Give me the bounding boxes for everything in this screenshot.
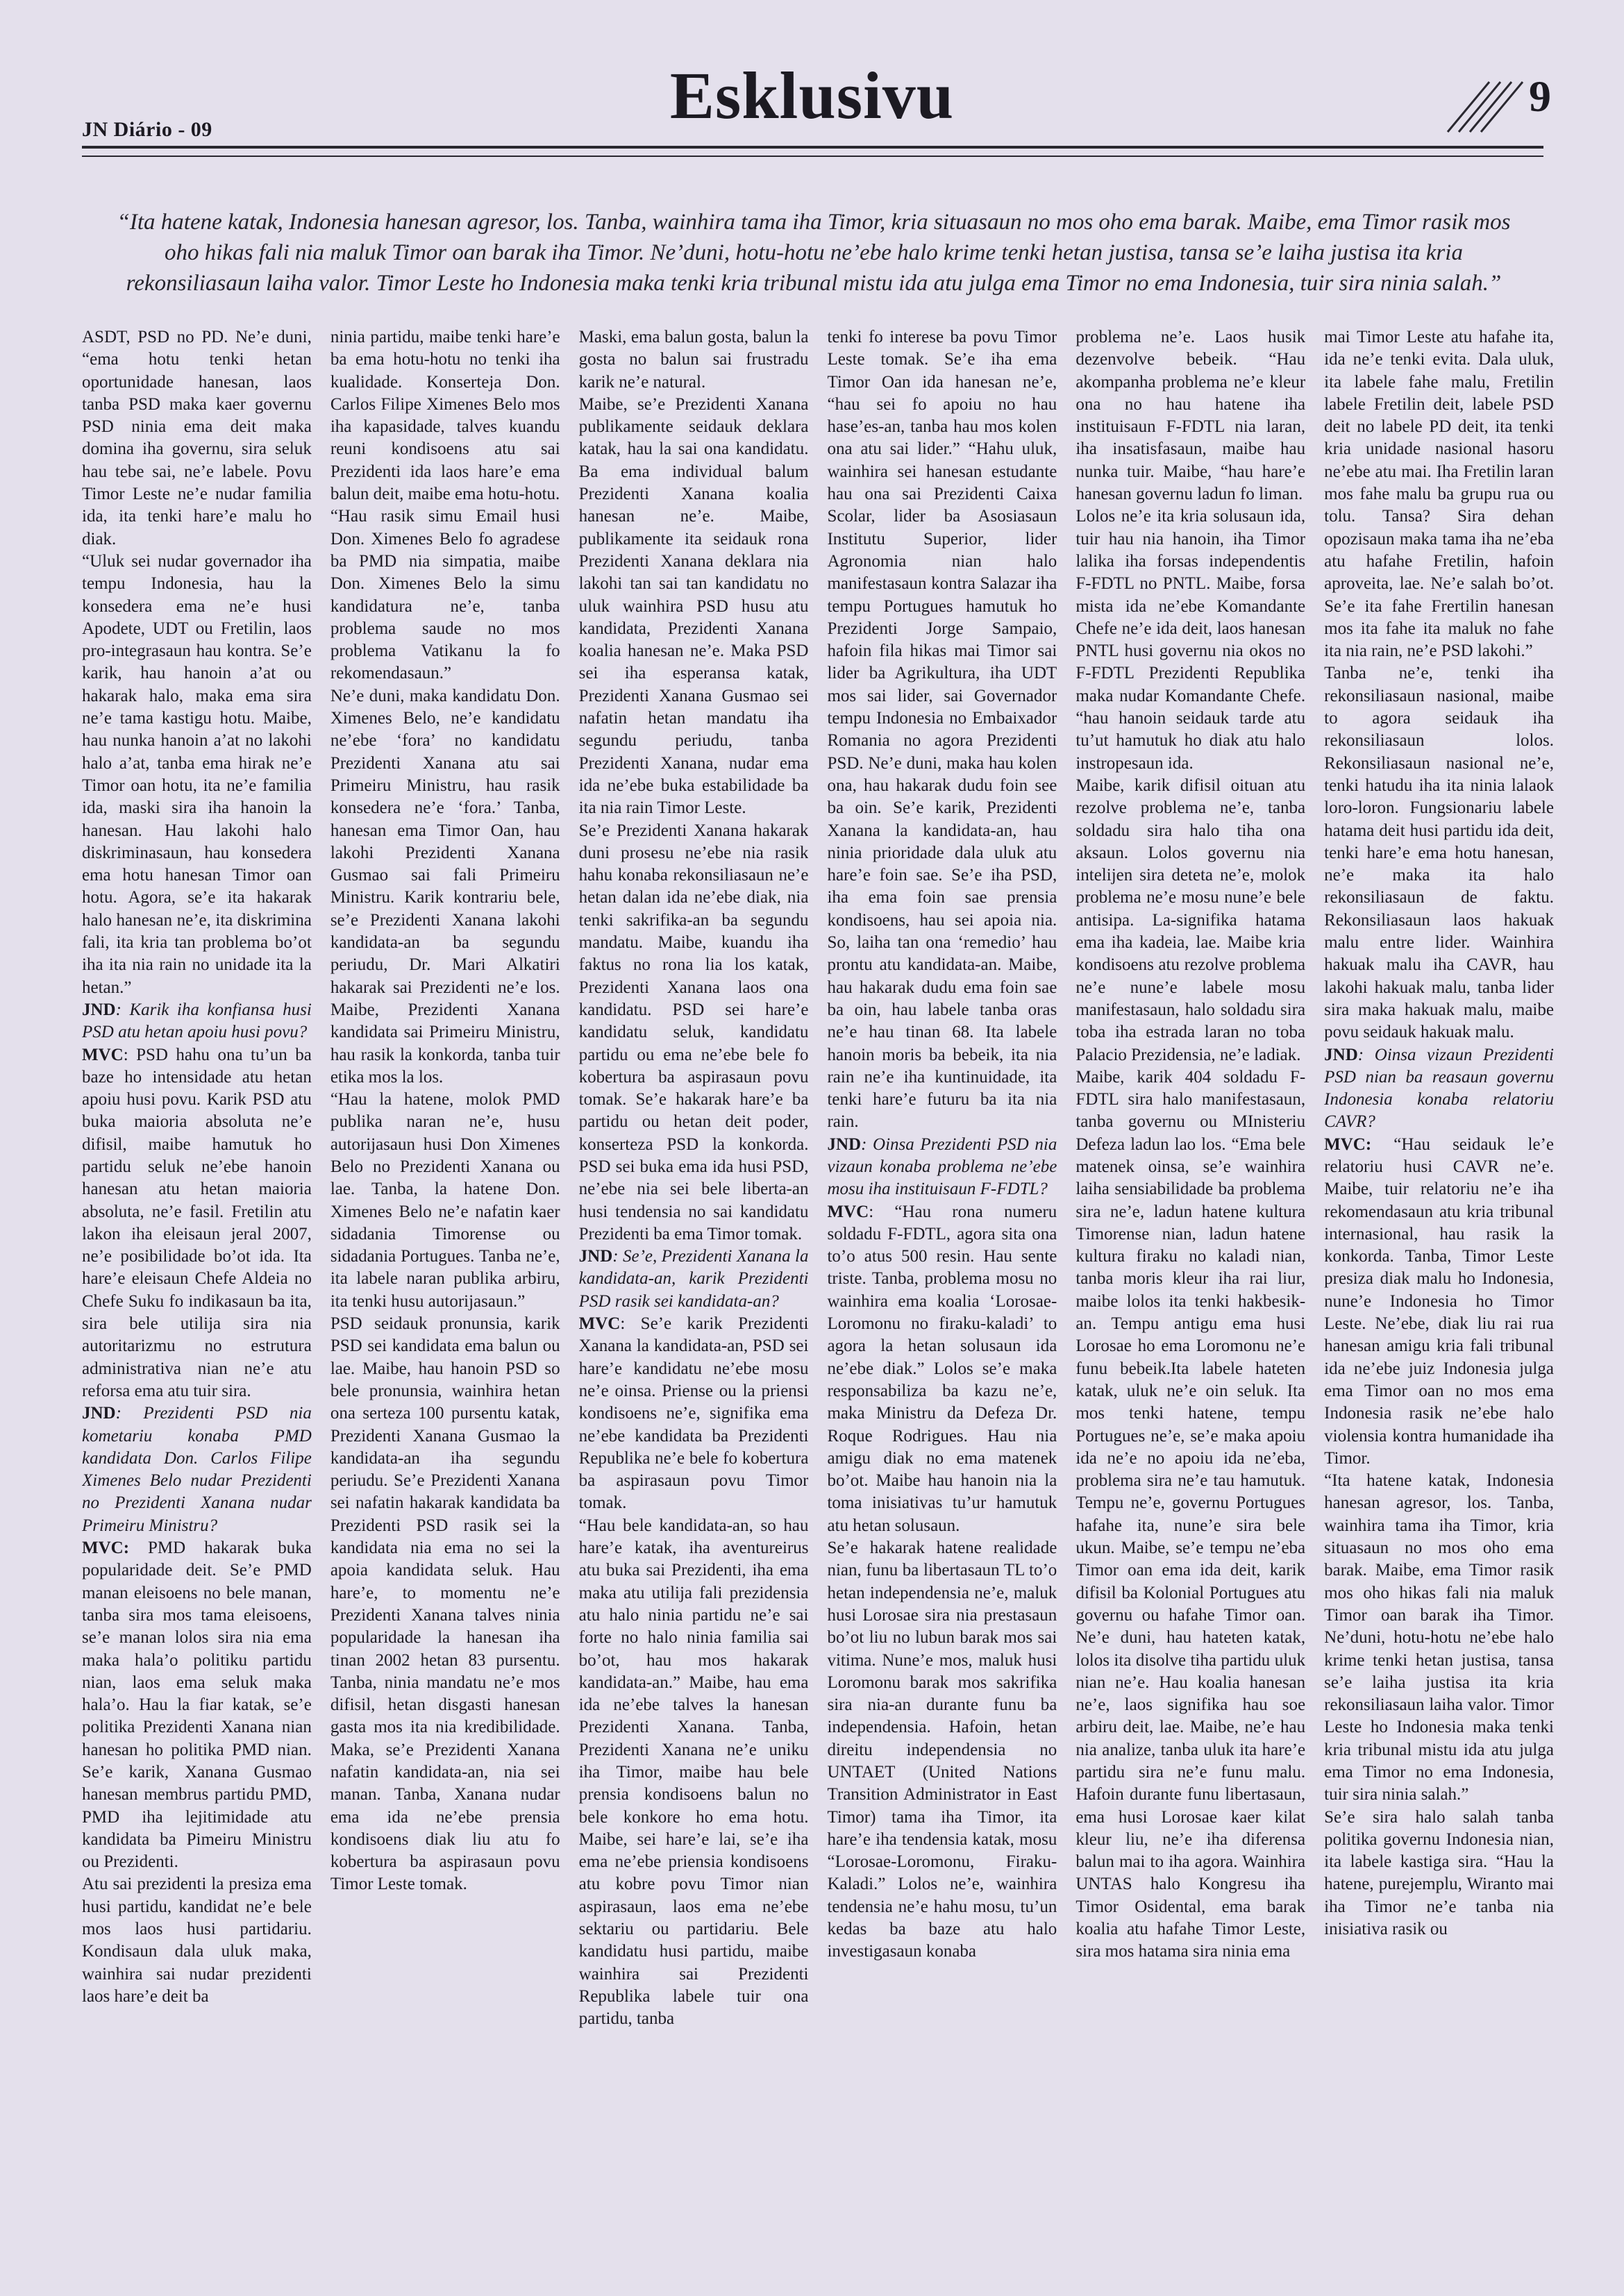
paragraph-text: “Hau bele kandidata-an, so hau hare’e katak, iha aventureirus atu buka sai Prezidenti, iha ema maka atu utilija fali prezidensia atu halo ninia partidu ne’e sai forte no halo ninia familia sai bo’ot, hau mos hakarak kandidata-an.” Maibe, hau ema ida ne’ebe talves la hanesan Prezidenti Xanana. Tanba, Prezidenti Xanana ne’e uniku iha Timor, maibe hau bele prensia kondisoens balun no bele konkore ho ema hotu. Maibe, sei hare’e lai, se’e iha ema ne’ebe priensia kondisoens atu kobre povu Timor nian aspirasaun, laos ema ne’ebe sektariu ou partidariu. Bele kandidatu husi partidu, maibe wainhira sai Prezidenti Republika labele tuir ona partidu, tanba	[578, 1516, 809, 2029]
interview-line	[827, 1134, 1057, 1201]
paragraph	[579, 326, 809, 394]
header-rule-thin	[82, 156, 1543, 157]
interview-line	[579, 1246, 809, 1313]
paragraph-text: tenki fo interese ba povu Timor Leste tomak. Se’e iha ema Timor Oan ida hanesan ne’e, “hau sei fo apoiu no hau hase’es-an, tanba hau mos kolen ona atu sai lider.” “Hahu uluk, wainhira sei hanesan estudante hau ona sai Prezidenti Caixa Scolar, lider ba Asosiasaun Institutu Superior, lider Agronomia nian halo manifestasaun kontra Salazar iha tempu Portugues hamutuk ho Prezidenti Jorge Sampaio, hafoin fila hikas mai Timor sai lider ba Agrikultura, iha UDT mos sai lider, sai Governador tempu Indonesia no Embaixador Romania no agora Prezidenti PSD. Ne’e duni, maka hau kolen ona, hau hakarak dudu foin see ba oin. Se’e karik, Prezidenti Xanana la kandidata-an, hau ninia prioridade dala uluk atu hare’e foin sae. Se’e iha PSD, iha ema foin sae prensia kondisoens, hau sei apoia nia. So, laiha tan ona ‘remedio’ hau prontu atu kandidata-an. Maibe, hau hakarak dudu ema foin sae ba oin, hau labele tanba oras ne’e hau tinan 68. Ita labele hanoin moris ba bebeik, ita nia rain ne’e iha kuntinuidade, ita tenki hare’e futuru ba ita nia rain.	[827, 328, 1057, 1132]
paragraph	[579, 820, 809, 1246]
paragraph-text: “Ita hatene katak, Indonesia hanesan agresor, los. Tanba, wainhira tama iha Timor, kria situasaun no mos oho ema barak. Maibe, ema Timor rasik mos oho hikas fali nia maluk Timor oan barak iha Timor. Ne’duni, hotu-hotu ne’ebe halo krime tenki hetan justisa, tansa se’e laiha justisa ita kria rekonsiliasaun laiha valor. Timor Leste ho Indonesia maka tenki kria tribunal mistu ida atu julga ema Timor no ema Indonesia, tuir sira ninia salah.”	[1324, 1471, 1554, 1804]
speaker-label: MVC	[827, 1202, 869, 1221]
interview-line	[82, 1537, 312, 1873]
paragraph-text: : “Hau rona numeru soldadu F-FDTL, agora sita ona to’o atus 500 resin. Hau sente triste. Tanba, problema mosu no wainhira ema koalia ‘Lorosae-Loromonu no firaku-kaladi’ to agora la hetan solusaun ida ne’ebe diak.” Lolos se’e maka responsabiliza ba kazu ne’e, maka Ministru da Defeza Dr. Roque Rodrigues. Hau nia amigu diak no ema matenek bo’ot. Maibe hau hanoin nia la toma inisiativas tu’ur hamutuk atu hetan solusaun.	[827, 1202, 1057, 1535]
paragraph-text: : Prezidenti PSD nia kometariu konaba PMD kandidata Don. Carlos Filipe Ximenes Belo nudar Prezidenti no Prezidenti Xanana nudar Primeiru Ministru?	[82, 1404, 312, 1535]
interview-line	[1324, 1044, 1554, 1134]
paragraph	[1075, 326, 1305, 505]
interview-line	[1324, 1134, 1554, 1470]
pull-quote: “Ita hatene katak, Indonesia hanesan agresor, los. Tanba, wainhira tama iha Timor, kria situasaun no mos oho ema barak. Maibe, ema Timor rasik mos oho hikas fali nia maluk Timor oan barak iha Timor. Ne’duni, hotu-hotu ne’ebe halo krime tenki hetan justisa, tansa se’e laiha justisa ita kria rekonsiliasaun laiha valor. Timor Leste ho Indonesia maka tenki kria tribunal mistu ida atu julga ema Timor no ema Indonesia, tuir sira ninia salah.”	[117, 210, 1511, 296]
paragraph-text: Ne’e duni, maka kandidatu Don. Ximenes Belo, ne’e kandidatu ne’ebe ‘fora’ no kandidatu Prezidenti Xanana atu sai Primeiru Ministru, hau rasik konsedera ne’e ‘fora.’ Tanba, hanesan ema Timor Oan, hau lakohi Prezidenti Xanana Gusmao sai fali Primeiru Ministru. Karik kontrariu bele, se’e Prezidenti Xanana lakohi kandidata-an ba segundu periudu, Dr. Mari Alkatiri hakarak sai Prezidenti ne’e los. Maibe, Prezidenti Xanana kandidata sai Primeiru Ministru, hau rasik la konkorda, tanba tuir etika mos la los.	[330, 686, 560, 1087]
masthead	[0, 0, 1624, 160]
article-column	[330, 326, 560, 2263]
paragraph-text: “Hau seidauk le’e relatoriu husi CAVR ne’e. Maibe, tuir relatoriu ne’e iha rekomendasaun atu kria tribunal internasional, hau rasik la konkorda. Tanba, Timor Leste presiza diak malu ho Indonesia, nune’e Indonesia ho Timor Leste. Ne’ebe, diak liu rai rua hanesan amigu kria fali tribunal ida ne’ebe juiz Indonesia julga ema Timor oan no mos ema Indonesia rasik ne’ebe halo violensia kontra humanidade iha Timor.	[1324, 1134, 1554, 1468]
paragraph	[1324, 1470, 1554, 1806]
paragraph	[579, 1515, 809, 2031]
speaker-label: MVC	[578, 1314, 621, 1334]
paragraph-text: : PSD hahu ona tu’un ba baze ho intensidade atu hetan apoiu husi povu. Karik PSD atu buka maioria absoluta ne’e difisil, maibe hamutuk ho partidu seluk ne’ebe hanoin hanesan atu hetan maioria absoluta, ne’e fasil. Fretilin atu lakon iha eleisaun jeral 2007, ne’e posibilidade bo’ot ida. Ita hare’e eleisaun Chefe Aldeia no Chefe Suku fo indikasaun ba ita, sira bele utilija sira nia autoritarizmu no estrutura administrativa nian ne’e atu reforsa ema atu tuir sira.	[82, 1045, 312, 1400]
paragraph	[579, 394, 809, 820]
paragraph-text: Maibe, karik difisil oituan atu rezolve problema ne’e, tanba soldadu sira halo tiha ona aksaun. Lolos governu nia intelijen sira deteta ne’e, molok problema ne’e mosu nune’e bele antisipa. La-signifika hatama ema iha kadeia, lae. Maibe kria kondisoens atu rezolve problema ne’e nune’e labele mosu manifestasaun, halo soldadu sira toba iha estrada laran no toba Palacio Prezidensia, ne’e ladiak.	[1075, 776, 1306, 1064]
paragraph	[1324, 662, 1554, 1044]
interview-line	[827, 1201, 1057, 1537]
paragraph	[1075, 775, 1305, 1066]
paragraph-text: “Hau rasik simu Email husi Don. Ximenes Belo fo agradese ba PMD nia simpatia, maibe Don. Ximenes Belo la simu kandidatura ne’e, tanba problema saude no mos problema Vatikanu la fo rekomendasaun.”	[330, 507, 560, 683]
paragraph-text: Maski, ema balun gosta, balun la gosta no balun sai frustradu karik ne’e natural.	[578, 328, 809, 392]
paragraph-text: : Oinsa vizaun Prezidenti PSD nian ba reasaun governu Indonesia konaba relatoriu CAVR?	[1324, 1045, 1554, 1132]
paragraph-text: problema ne’e. Laos husik dezenvolve bebeik. “Hau akompanha problema ne’e kleur ona no hau hatene iha instituisaun F-FDTL nia laran, iha insatisfasaun, maibe hau nunka tuir. Maibe, “hau hare’e hanesan governu ladun fo liman.	[1075, 328, 1306, 504]
paragraph	[330, 505, 560, 685]
paragraph-text: ASDT, PSD no PD. Ne’e duni, “ema hotu tenki hetan oportunidade hanesan, laos tanba PSD maka kaer governu PSD ninia ema deit maka domina iha governu, sira seluk hau tebe sai, ne’e labele. Povu Timor Leste ne’e nudar familia ida, ita tenki hare’e malu ho diak.	[82, 328, 312, 548]
header-rule-thick	[82, 146, 1543, 149]
paragraph-text: PSD seidauk pronunsia, karik PSD sei kandidata ema balun ou lae. Maibe, hau hanoin PSD so bele pronunsia, wainhira hetan ona serteza 100 pursentu katak, Prezidenti Xanana Gusmao la kandidata-an iha segundu periudu. Se’e Prezidenti Xanana sei nafatin hakarak kandidata ba Prezidenti PSD rasik sei la kandidata nia ema no sei la apoia kandidata seluk. Hau hare’e, to momentu ne’e Prezidenti Xanana talves ninia popularidade la hanesan iha tinan 2002 hetan 83 pursentu. Tanba, ninia mandatu ne’e mos difisil, hetan disgasti hanesan gasta mos ita nia kredibilidade. Maka, se’e Prezidenti Xanana nafatin kandidata-an, nia sei manan. Tanba, Xanana nudar ema ida ne’ebe prensia kondisoens diak liu atu fo kobertura ba aspirasaun povu Timor Leste tomak.	[330, 1314, 560, 1894]
article-column	[827, 326, 1057, 2263]
paragraph-text: : Se’e karik Prezidenti Xanana la kandidata-an, PSD sei hare’e kandidatu ne’ebe mosu ne’e oinsa. Priense ou la priensi kondisoens ne’e, signifika ema ne’ebe kandidata ba Prezidenti Republika ne’e bele fo kobertura ba aspirasaun povu Timor tomak.	[578, 1314, 809, 1513]
speaker-label: MVC:	[1324, 1134, 1372, 1154]
paragraph	[330, 326, 560, 505]
interview-line	[82, 1044, 312, 1403]
article-column	[1075, 326, 1305, 2263]
paragraph-text: PMD hakarak buka popularidade deit. Se’e PMD manan eleisoens no bele manan, tanba sira mos tama eleisoens, se’e manan lolos sira nia ema maka hala’o politiku partidu nian, laos ema seluk maka hala’o. Hau la fiar katak, se’e politika Prezidenti Xanana nian hanesan ho politika PMD nian. Se’e karik, Xanana Gusmao hanesan membrus partidu PMD, PMD iha lejitimidade atu kandidata ba Pimeiru Ministru ou Prezidenti.	[82, 1539, 312, 1872]
paragraph-text: Atu sai prezidenti la presiza ema husi partidu, kandidat ne’e bele mos laos husi partidariu. Kondisaun dala uluk maka, wainhira sai nudar prezidenti laos hare’e deit ba	[82, 1875, 312, 2006]
paragraph	[1324, 326, 1554, 662]
speaker-label: JND	[1324, 1045, 1358, 1064]
paragraph	[82, 1873, 312, 2008]
speaker-label: JND	[578, 1247, 613, 1266]
speaker-label: MVC:	[82, 1539, 130, 1558]
section-title: Esklusivu	[669, 58, 955, 133]
hatch-lines-icon	[1441, 75, 1531, 139]
paragraph	[82, 551, 312, 999]
paragraph-text: “Hau la hatene, molok PMD publika naran ne’e, husu autorijasaun husi Don Ximenes Belo no Prezidenti Xanana ou lae. Tanba, la hatene Don. Ximenes Belo ne’e nafatin kaer sidadania Timorense ou sidadania Portugues. Tanba ne’e, ita labele naran publika arbiru, ita tenki husu autorijasaun.”	[330, 1090, 560, 1311]
paragraph-text: “Uluk sei nudar governador iha tempu Indonesia, hau la konsedera ema ne’e husi Apodete, UDT ou Fretilin, laos pro-integrasaun hau kontra. Se’e karik, hau hanoin a’at ou hakarak halo, maka ema sira ne’e tama kastigu hotu. Maibe, hau nunka hanoin a’at no lakohi halo a’at, tanba ema hirak ne’e Timor oan hotu, ita ne’e familia ida, maski sira iha hanoin la hanesan. Hau lakohi halo diskriminasaun, hau konsedera ema hotu hanesan Timor oan hotu. Agora, se’e ita hakarak halo hanesan ne’e, ita diskrimina fali, ita kria tan problema bo’ot iha ita nia rain no unidade ita la hetan.”	[82, 551, 312, 997]
page-number: 9	[1529, 72, 1551, 121]
paragraph	[1324, 1807, 1554, 1941]
speaker-label: JND	[82, 1000, 116, 1019]
article-column	[1324, 326, 1554, 2263]
speaker-label: MVC	[82, 1045, 124, 1064]
paragraph	[827, 1537, 1057, 1963]
paragraph-text: ninia partidu, maibe tenki hare’e ba ema hotu-hotu no tenki iha kualidade. Konserteja Don. Carlos Filipe Ximenes Belo mos iha kapasidade, talves kuandu reuni kondisoens atu sai Prezidenti ida laos hare’e ema balun deit, maibe ema hotu-hotu.	[330, 328, 560, 504]
speaker-label: JND	[82, 1404, 116, 1423]
paragraph-text: Se’e Prezidenti Xanana hakarak duni prosesu ne’ebe nia rasik hahu konaba rekonsiliasaun ne’e hetan dalan ida ne’ebe diak, nia tenki sakrifika-an ba segundu mandatu. Maibe, kuandu iha faktus no rona lia los katak, Prezidenti Xanana laos ona kandidatu. PSD sei hare’e kandidatu seluk, kandidatu partidu ou ema ne’ebe bele fo kobertura ba aspirasaun povu tomak. Se’e hakarak hare’e ba partidu ou hetan deit poder, konserteza PSD la konkorda. PSD sei buka ema ida husi PSD, ne’ebe nia sei bele liberta-an husi tendensia no sai kandidatu Prezidenti ba ema Timor tomak.	[578, 821, 809, 1243]
interview-line	[579, 1313, 809, 1515]
paragraph	[1075, 1066, 1305, 1963]
paper-name: JN Diário - 09	[82, 118, 212, 141]
paragraph-text: mai Timor Leste atu hafahe ita, ida ne’e tenki evita. Dala uluk, ita labele fahe malu, Fretilin labele Fretilin deit, labele PSD deit no labele PD deit, ita tenki kria unidade nasional hasoru ne’ebe atu mai. Iha Fretilin laran mos fahe malu ba grupu rua ou tolu. Tansa? Sira dehan opozisaun maka tama iha ne’eba atu hafahe Fretilin, hafoin aproveita, lae. Ne’e salah bo’ot. Se’e ita fahe Frertilin hanesan mos ita fahe ita maluk no fahe ita nia rain, ne’e PSD lakohi.”	[1324, 328, 1554, 661]
paragraph-text: : Oinsa Prezidenti PSD nia vizaun konaba problema ne’ebe mosu iha instituisaun F-FDTL?	[827, 1134, 1057, 1199]
paragraph-text: Lolos ne’e ita kria solusaun ida, tuir hau nia hanoin, iha Timor lalika iha forsas independentis F-FDTL no PNTL. Maibe, forsa mista ida ne’ebe Komandante Chefe ne’e ida deit, laos hanesan PNTL husi governu nia okos no F-FDTL Prezidenti Republika maka nudar Komandante Chefe. “hau hanoin seidauk tarde atu tu’ut hamutuk ho diak atu halo instropesaun ida.	[1075, 507, 1306, 773]
article-column	[82, 326, 312, 2263]
paragraph	[330, 1089, 560, 1313]
interview-line	[82, 999, 312, 1044]
paragraph	[827, 326, 1057, 1134]
paragraph-text: : Se’e, Prezidenti Xanana la kandidata-an, karik Prezidenti PSD rasik sei kandidata-an?	[578, 1247, 809, 1311]
interview-line	[82, 1402, 312, 1537]
paragraph-text: Se’e sira halo salah tanba politika governu Indonesia nian, ita labele kastiga sira. “Hau la hatene, purejemplu, Wiranto mai iha Timor ne’e tanba nia inisiativa rasik ou	[1324, 1807, 1554, 1939]
paragraph-text: Maibe, se’e Prezidenti Xanana publikamente seidauk deklara katak, hau la sai ona kandidatu. Ba ema individual balum Prezidenti Xanana koalia hanesan ne’e. Maibe, publikamente ita seidauk rona Prezidenti Xanana deklara nia lakohi tan sai tan kandidatu no uluk wainhira PSD husu atu kandidata, Prezidenti Xanana koalia hanesan ne’e. Maka PSD sei iha esperansa katak, Prezidenti Xanana Gusmao sei nafatin hetan mandatu iha segundu periudu, tanba Prezidenti Xanana, nudar ema ida ne’ebe buka estabilidade ba ita nia rain Timor Leste.	[578, 394, 809, 818]
article-column	[579, 326, 809, 2263]
paragraph	[330, 685, 560, 1089]
paragraph-text: Se’e hakarak hatene realidade nian, funu ba libertasaun TL to’o hetan independensia ne’e, maluk husi Lorosae sira nia prestasaun bo’ot liu no lubun barak mos sai vitima. Nune’e mos, maluk husi Loromonu barak mos sakrifika sira nia-an durante funu ba independensia. Hafoin, hetan direitu independensia no UNTAET (United Nations Transition Administrator in East Timor) tama iha Timor, ita hare’e iha tendensia katak, mosu “Lorosae-Loromonu, Firaku-Kaladi.” Lolos ne’e, wainhira tendensia ne’e hahu mosu, tu’un kedas ba baze atu halo investigasaun konaba	[827, 1539, 1057, 1961]
article-body	[82, 326, 1554, 2263]
speaker-label: JND	[827, 1134, 862, 1154]
paragraph-text: : Karik iha konfiansa husi PSD atu hetan apoiu husi povu?	[82, 1000, 312, 1042]
paragraph	[1075, 505, 1305, 775]
paragraph-text: Tanba ne’e, tenki iha rekonsiliasaun nasional, maibe to agora seidauk iha rekonsiliasaun lolos. Rekonsiliasaun nasional ne’e, tenki hatudu iha ita ninia lalaok loro-loron. Fungsionariu labele hatama deit husi partidu ida deit, tenki hare’e ema hotu hanesan, ne’e maka ita halo rekonsiliasaun de faktu. Rekonsiliasaun laos hakuak malu entre lider. Wainhira hakuak malu iha CAVR, hau lakohi hakuak malu, tanba lider sira maka hakuak malu, maibe povu seidauk hakuak malu.	[1324, 664, 1554, 1042]
paragraph	[330, 1313, 560, 1896]
paragraph-text: Maibe, karik 404 soldadu F-FDTL sira halo manifestasaun, tanba governu ou MInisteriu Defeza ladun lao los. “Ema bele matenek oinsa, se’e wainhira laiha sensiabilidade ba problema sira ne’e, ladun hatene kultura Timorense nian, ladun hatene kultura firaku no kaladi nian, tanba moris kleur iha rai liur, maibe lolos ita tenki hakbesik-an. Tempu antigu ema husi Lorosae ho ema Loromonu ne’e funu bebeik.Ita labele hateten katak, uluk ne’e oin seluk. Ita mos tenki hatene, tempu Portugues ne’e, se’e maka apoiu ida ne’e no apoiu ida ne’eba, problema sira ne’e tau hamutuk. Tempu ne’e, governu Portugues hafahe ita, nune’e sira bele ukun. Maibe, se’e tempu ne’eba Timor oan ema ida deit, karik difisil ba Kolonial Portugues atu governu ou hafahe Timor oan. Ne’e duni, hau hateten katak, lolos ita disolve tiha partidu uluk nian ne’e. Hau koalia hanesan ne’e, laos signifika hau soe arbiru deit, lae. Maibe, ne’e hau nia analize, tanba uluk ita hare’e partidu sira ne’e funu malu. Hafoin durante funu libertasaun, ema husi Lorosae kaer kilat kleur liu, ne’e iha diferensa balun mai to iha agora. Wainhira UNTAS halo Kongresu iha Timor Osidental, ema barak koalia atu hafahe Timor Leste, sira mos hatama sira ninia ema	[1075, 1067, 1306, 1961]
paragraph	[82, 326, 312, 551]
